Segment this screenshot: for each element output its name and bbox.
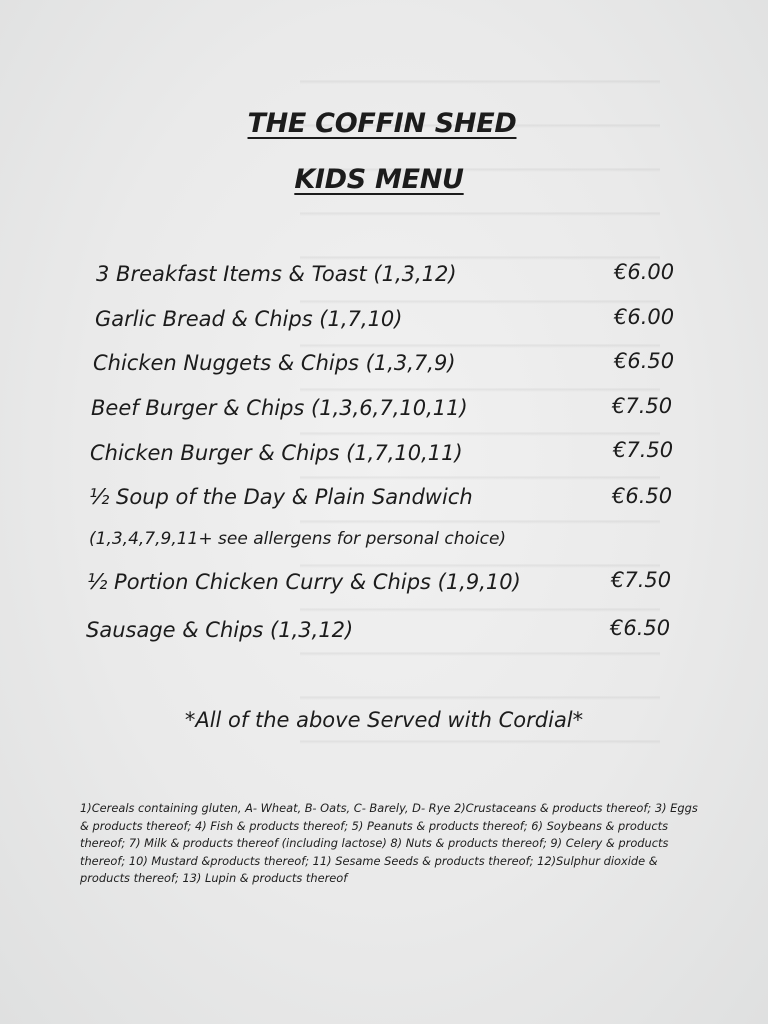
served-with-note: *All of the above Served with Cordial* [184,708,584,732]
menu-item-price: €6.00 [614,305,675,329]
menu-item-name: Sausage & Chips (1,3,12) [86,618,354,642]
allergen-legend: 1)Cereals containing gluten, A- Wheat, B- Oats, C- Barely, D- Rye 2)Crustaceans & products thereof; 3) Eggs & products thereof; 4) Fish & products thereof; 5) Peanuts & products thereof; 6) Soybeans & products thereof; 7) Milk & products thereof (including lactose) 8) Nuts & products thereof; 9) Celery & products thereof; 10) Mustard &products thereof; 11) Sesame Seeds & products thereof; 12)Sulphur dioxide & products thereof; 13) Lupin & products thereof [80,801,698,886]
menu-item-name: Chicken Burger & Chips (1,7,10,11) [90,441,463,465]
menu-item-name: Beef Burger & Chips (1,3,6,7,10,11) [91,396,468,420]
menu-item-name: ½ Soup of the Day & Plain Sandwich [89,485,473,509]
menu-title: KIDS MENU [294,164,464,195]
menu-item-name: 3 Breakfast Items & Toast (1,3,12) [96,262,457,286]
menu-item-price: €7.50 [611,568,672,592]
menu-item-name: ½ Portion Chicken Curry & Chips (1,9,10) [87,570,521,594]
menu-item-price: €6.00 [614,260,675,284]
menu-item-name: Garlic Bread & Chips (1,7,10) [95,307,403,331]
menu-item-price: €6.50 [612,484,673,508]
menu-item-price: €7.50 [612,394,673,418]
restaurant-title: THE COFFIN SHED [247,108,517,139]
menu-item-price: €7.50 [613,438,674,462]
menu-item-price: €6.50 [614,349,675,373]
menu-item-allergen-note: (1,3,4,7,9,11+ see allergens for personal choice) [89,529,507,549]
menu-item-name: Chicken Nuggets & Chips (1,3,7,9) [93,351,456,375]
menu-item-price: €6.50 [610,616,671,640]
